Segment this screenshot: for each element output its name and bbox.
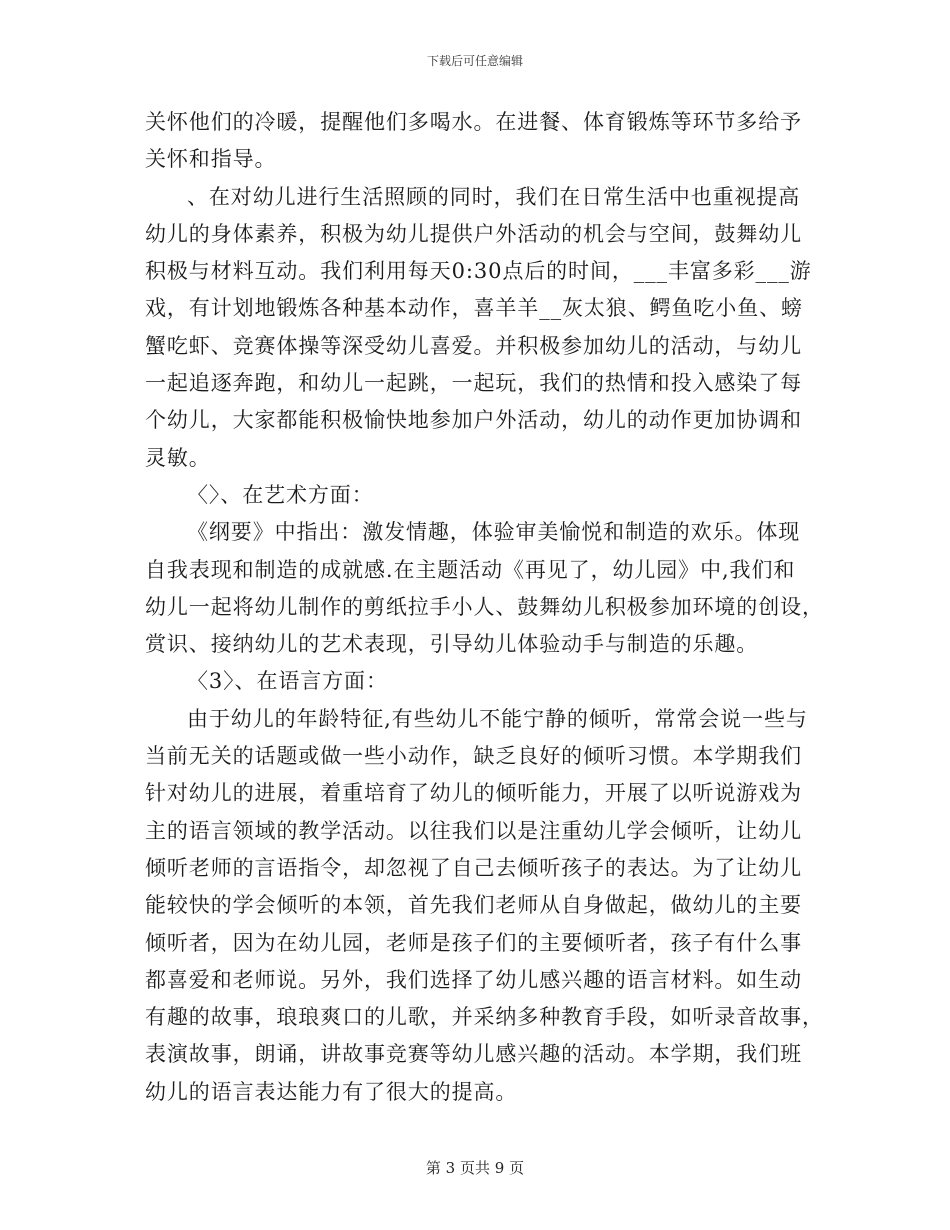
text-line: 蟹吃虾、竞赛体操等深受幼儿喜爱。并积极参加幼儿的活动，与幼儿 — [145, 333, 802, 358]
text-line: 积极与材料互动。我们利用每天0:30点后的时间，___丰富多彩___游 — [145, 259, 812, 284]
text-line: 一起追逐奔跑，和幼儿一起跳，一起玩，我们的热情和投入感染了每 — [145, 371, 802, 396]
text-line: 个幼儿，大家都能积极愉快地参加户外活动，幼儿的动作更加协调和 — [145, 408, 802, 433]
text-line: 自我表现和制造的成就感.在主题活动《再见了，幼儿园》中,我们和 — [145, 557, 796, 582]
text-line: 灵敏。 — [145, 445, 211, 470]
text-line: 〈〉、在艺术方面： — [187, 482, 374, 507]
text-line: 〈3〉、在语言方面： — [187, 669, 388, 694]
text-line: 《纲要》中指出：激发情趣，体验审美愉悦和制造的欢乐。体现 — [187, 520, 801, 545]
text-line: 倾听者，因为在幼儿园，老师是孩子们的主要倾听者，孩子有什么事 — [145, 930, 802, 955]
text-line: 戏，有计划地锻炼各种基本动作，喜羊羊__灰太狼、鳄鱼吃小鱼、螃 — [145, 296, 803, 321]
text-line: 表演故事，朗诵，讲故事竞赛等幼儿感兴趣的活动。本学期，我们班 — [145, 1042, 802, 1067]
text-line: 关怀和指导。 — [145, 147, 277, 172]
text-line: 针对幼儿的进展，着重培育了幼儿的倾听能力，开展了以听说游戏为 — [145, 781, 802, 806]
text-line: 关怀他们的冷暖，提醒他们多喝水。在进餐、体育锻炼等环节多给予 — [145, 110, 802, 134]
text-line: 都喜爱和老师说。另外，我们选择了幼儿感兴趣的语言材料。如生动 — [145, 967, 802, 992]
text-line: 赏识、接纳幼儿的艺术表现，引导幼儿体验动手与制造的乐趣。 — [145, 632, 759, 657]
text-line: 、在对幼儿进行生活照顾的同时，我们在日常生活中也重视提高 — [187, 184, 801, 209]
text-line: 幼儿的语言表达能力有了很大的提高。 — [145, 1079, 518, 1104]
text-line: 幼儿的身体素养，积极为幼儿提供户外活动的机会与空间，鼓舞幼儿 — [145, 221, 802, 246]
page-footer: 第 3 页共 9 页 — [425, 1159, 525, 1177]
text-line: 能较快的学会倾听的本领，首先我们老师从自身做起，做幼儿的主要 — [145, 893, 802, 918]
text-line: 当前无关的话题或做一些小动作，缺乏良好的倾听习惯。本学期我们 — [145, 744, 802, 769]
text-line: 幼儿一起将幼儿制作的剪纸拉手小人、鼓舞幼儿积极参加环境的创设， — [145, 594, 824, 619]
text-line: 主的语言领域的教学活动。以往我们以是注重幼儿学会倾听，让幼儿 — [145, 818, 802, 843]
text-line: 有趣的故事，琅琅爽口的儿歌，并采纳多种教育手段，如听录音故事， — [145, 1005, 824, 1030]
text-line: 由于幼儿的年龄特征,有些幼儿不能宁静的倾听，常常会说一些与 — [187, 706, 808, 731]
text-line: 倾听老师的言语指令，却忽视了自己去倾听孩子的表达。为了让幼儿 — [145, 855, 802, 880]
page-header: 下载后可任意编辑 — [426, 54, 523, 68]
document-body — [145, 104, 824, 1111]
